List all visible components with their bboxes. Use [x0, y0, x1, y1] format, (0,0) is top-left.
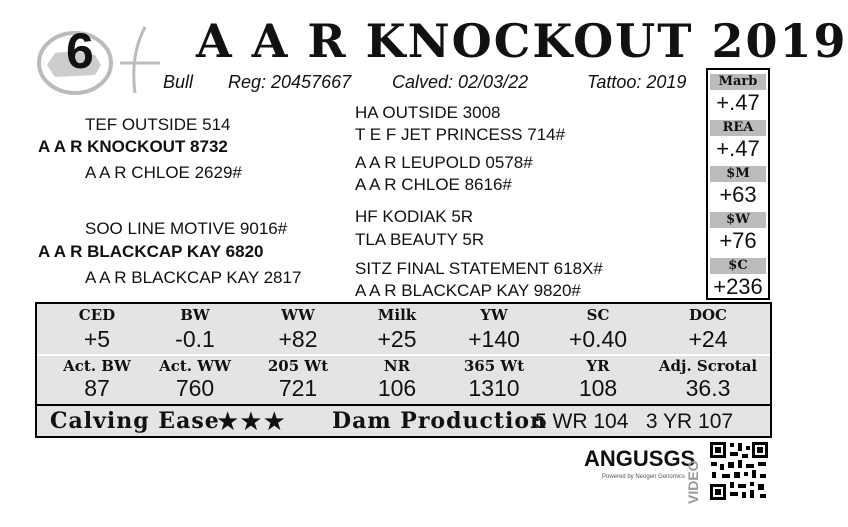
pedigree-dam: A A R BLACKCAP KAY 6820 [38, 242, 264, 261]
pedigree-dds: SITZ FINAL STATEMENT 618X# [355, 259, 603, 278]
pedigree-dam-dam: A A R BLACKCAP KAY 2817 [85, 268, 302, 287]
pedigree-dsd: TLA BEAUTY 5R [355, 230, 485, 249]
qr-code-icon[interactable] [708, 440, 770, 502]
m-index-value: +63 [719, 182, 757, 207]
sex-label: Bull [163, 72, 194, 92]
carcass-epd-box [706, 68, 770, 300]
calving-ease-stars: ★★★ [216, 406, 286, 436]
epd-yw-label: YW [480, 306, 508, 324]
pedigree-ssd: T E F JET PRINCESS 714# [355, 125, 566, 144]
w-index-label: $W [710, 212, 766, 228]
angus-gs-logo-icon [584, 440, 696, 484]
epd-ced-label: CED [78, 306, 116, 324]
epd-ww-label: WW [281, 306, 315, 324]
epd-ced-value: +5 [83, 326, 111, 352]
c-index-value: +236 [713, 274, 763, 299]
act-bw-label: Act. BW [63, 357, 131, 375]
pedigree-dss: HF KODIAK 5R [355, 207, 474, 226]
wt-365-label: 365 Wt [463, 357, 525, 375]
dam-production-value: 5 WR 104 3 YR 107 [535, 410, 734, 433]
angus-tagline: Powered by Neogen Genomics [602, 474, 686, 480]
calved-date: Calved: 02/03/22 [392, 72, 529, 92]
epd-bw-label: BW [180, 306, 210, 324]
pedigree-sdd: A A R CHLOE 8616# [355, 175, 512, 194]
dam-production-label: Dam Production [332, 408, 548, 434]
tattoo: Tattoo: 2019 [587, 72, 687, 92]
marb-value: +.47 [716, 90, 760, 115]
act-ww-label: Act. WW [159, 357, 231, 375]
epd-doc-label: DOC [688, 306, 727, 324]
act-ww-value: 760 [175, 375, 215, 401]
wt-205-label: 205 Wt [267, 357, 329, 375]
pedigree-sire-dam: A A R CHLOE 2629# [85, 163, 242, 182]
epd-milk-label: Milk [377, 306, 417, 324]
angus-logo-text: ANGUSGS [584, 446, 696, 471]
epd-bw-value: -0.1 [175, 326, 215, 352]
rea-value: +.47 [716, 136, 760, 161]
pedigree-sire-sire: TEF OUTSIDE 514 [85, 115, 231, 134]
c-index-label: $C [710, 258, 766, 274]
pedigree-dam-sire: SOO LINE MOTIVE 9016# [85, 219, 288, 238]
pedigree-sss: HA OUTSIDE 3008 [355, 103, 501, 122]
adj-scrotal-label: Adj. Scrotal [658, 357, 758, 375]
nr-label: NR [383, 357, 411, 375]
epd-milk-value: +25 [377, 326, 417, 352]
rea-label: REA [710, 120, 766, 136]
epd-ww-value: +82 [278, 326, 318, 352]
nr-value: 106 [377, 375, 417, 401]
epd-doc-value: +24 [688, 326, 728, 352]
yr-label: YR [586, 357, 610, 375]
marb-label: Marb [710, 74, 766, 90]
video-label [684, 446, 702, 506]
table-divider [37, 354, 770, 356]
calving-ease-label: Calving Ease [50, 408, 220, 434]
epd-sc-label: SC [586, 306, 610, 324]
adj-scrotal-value: 36.3 [685, 375, 731, 401]
m-index-label: $M [710, 166, 766, 182]
wt-365-value: 1310 [468, 375, 520, 401]
w-index-value: +76 [719, 228, 757, 253]
wt-205-value: 721 [278, 375, 318, 401]
lot-number: 6 [66, 23, 94, 79]
epd-yw-value: +140 [468, 326, 520, 352]
ranch-logo-icon [35, 25, 160, 95]
epd-sc-value: +0.40 [568, 326, 628, 352]
video-text: VIDEO [685, 460, 701, 504]
yr-value: 108 [578, 375, 618, 401]
pedigree-sds: A A R LEUPOLD 0578# [355, 153, 533, 172]
animal-title: A A R KNOCKOUT 2019 [196, 14, 848, 68]
act-bw-value: 87 [84, 375, 110, 401]
registration: Reg: 20457667 [228, 72, 352, 92]
pedigree-ddd: A A R BLACKCAP KAY 9820# [355, 281, 581, 300]
table-divider-bottom [37, 404, 770, 406]
pedigree-sire: A A R KNOCKOUT 8732 [38, 137, 228, 156]
